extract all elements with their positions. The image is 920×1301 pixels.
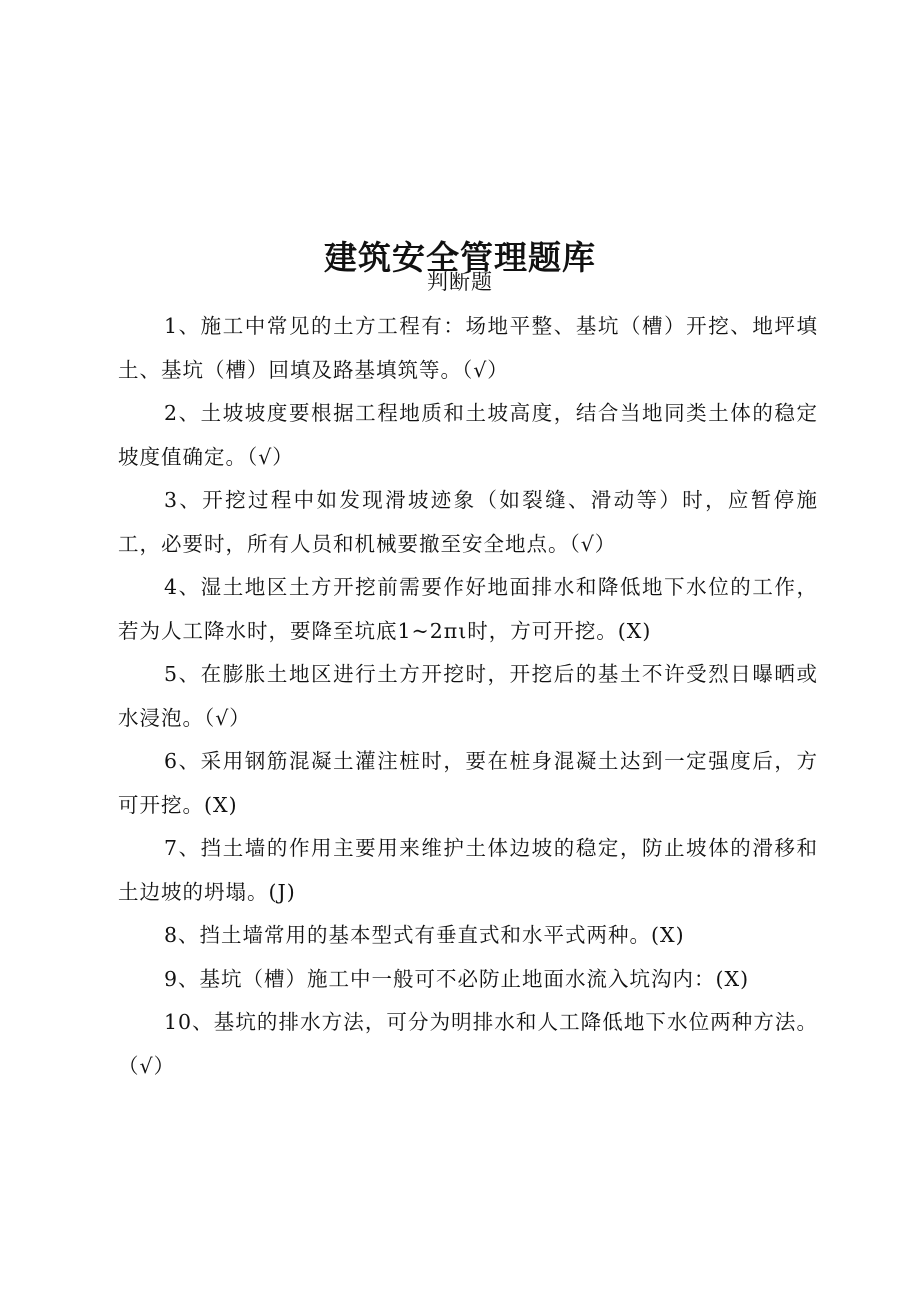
question-item: 2、土坡坡度要根据工程地质和土坡高度，结合当地同类土体的稳定坡度值确定。（√）	[118, 401, 818, 469]
document-title: 建筑安全管理题库	[324, 238, 596, 278]
section-heading: 判断题	[427, 270, 493, 294]
question-item: 4、湿土地区土方开挖前需要作好地面排水和降低地下水位的工作，若为人工降水时，要降至坑底1~2πι时，方可开挖。(X)	[118, 575, 818, 643]
question-item: 8、挡土墙常用的基本型式有垂直式和水平式两种。(X)	[164, 923, 685, 947]
question-item: 3、开挖过程中如发现滑坡迹象（如裂缝、滑动等）时，应暂停施工，必要时，所有人员和机械要撤至安全地点。（√）	[118, 488, 818, 556]
question-item: 6、采用钢筋混凝土灌注桩时，要在桩身混凝土达到一定强度后，方可开挖。(X)	[118, 749, 818, 817]
question-item: 9、基坑（槽）施工中一般可不必防止地面水流入坑沟内：(X)	[164, 966, 750, 991]
question-item: 10、基坑的排水方法，可分为明排水和人工降低地下水位两种方法。（√）	[118, 1010, 818, 1078]
question-item: 7、挡土墙的作用主要用来维护土体边坡的稳定，防止坡体的滑移和土边坡的坍塌。(J)	[118, 836, 818, 904]
question-item: 1、施工中常见的土方工程有：场地平整、基坑（槽）开挖、地坪填土、基坑（槽）回填及路基填筑等。（√）	[118, 314, 818, 382]
question-item: 5、在膨胀土地区进行土方开挖时，开挖后的基土不许受烈日曝晒或水浸泡。（√）	[118, 662, 818, 730]
question-list	[118, 305, 818, 1088]
